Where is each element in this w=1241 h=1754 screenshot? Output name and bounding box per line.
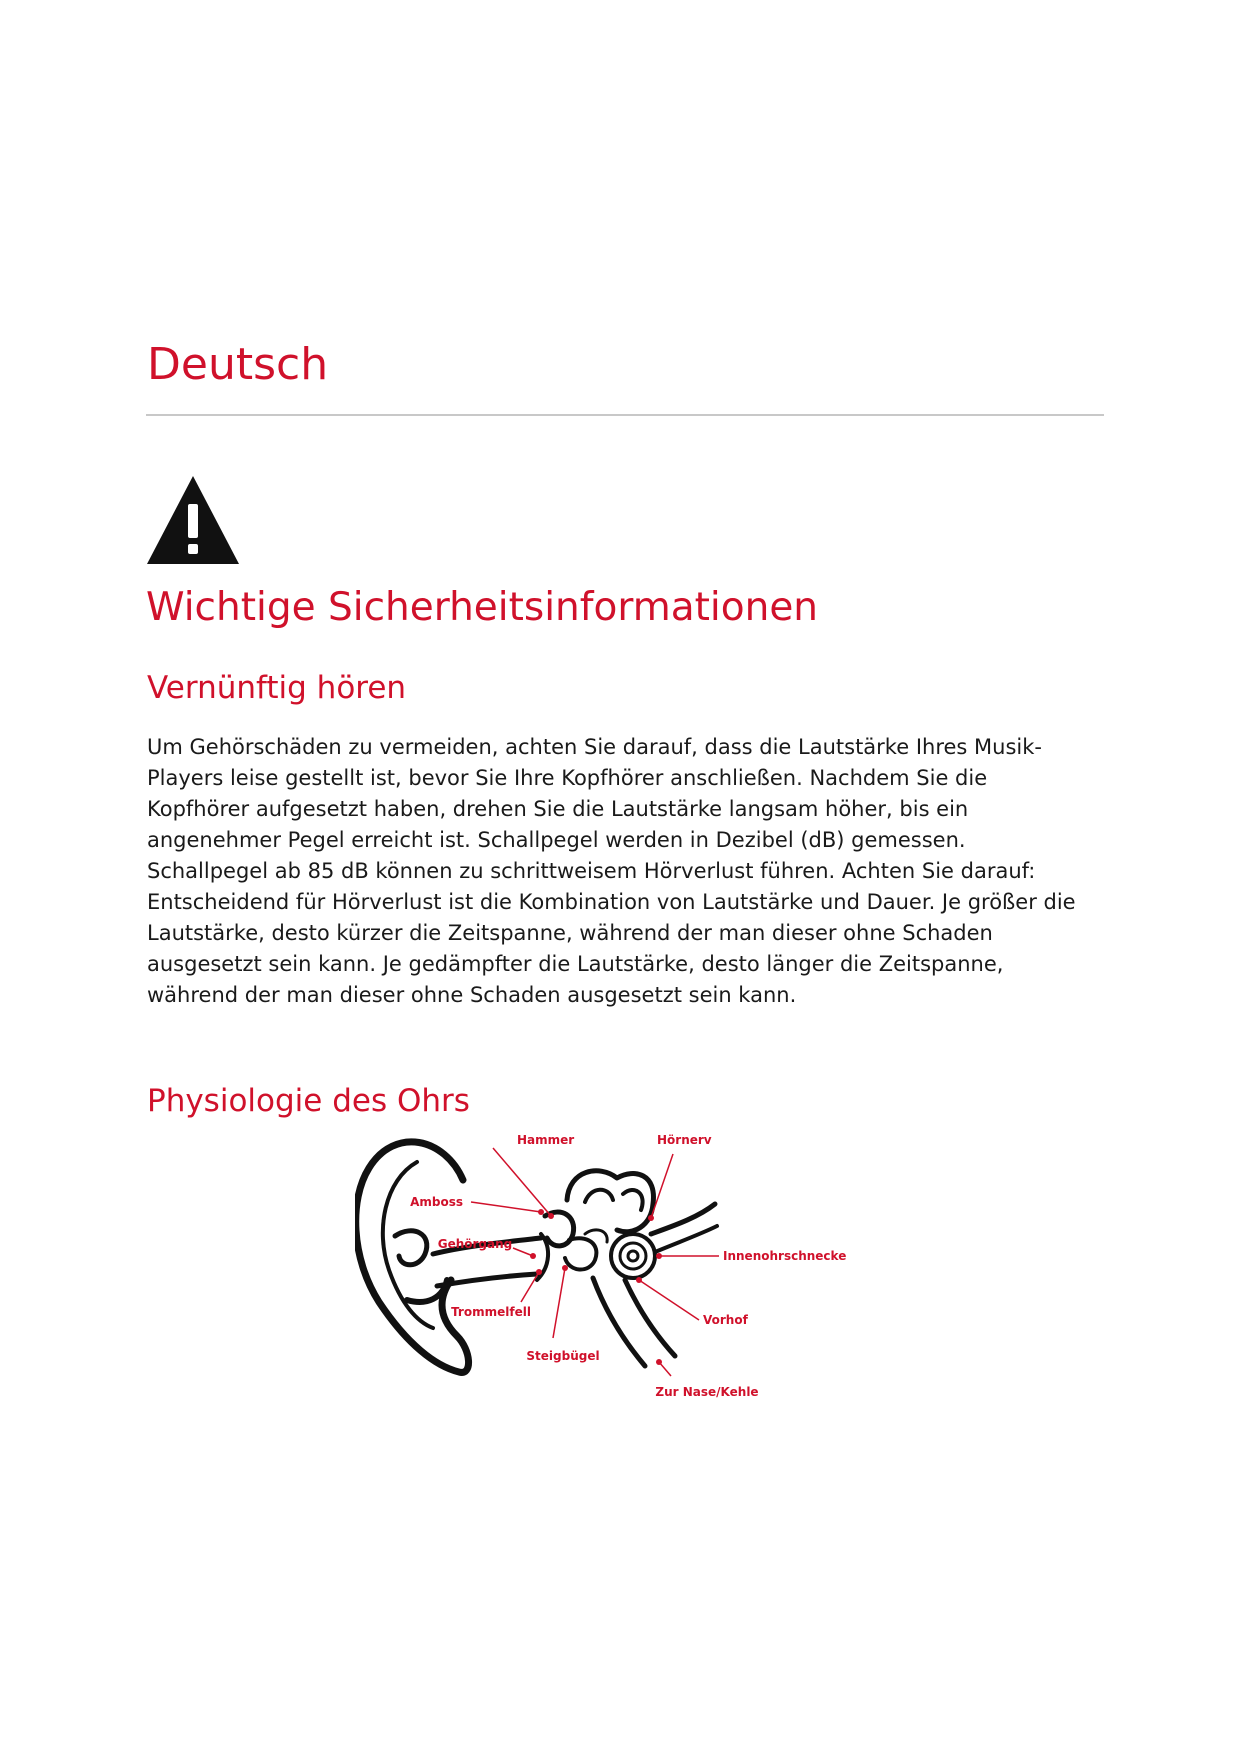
label-steigbuegel: Steigbügel bbox=[526, 1349, 600, 1363]
label-gehoergang: Gehörgang bbox=[437, 1237, 513, 1251]
hearing-paragraph: Um Gehörschäden zu vermeiden, achten Sie darauf, dass die Lautstärke Ihres Musik-Players leise gestellt ist, bevor Sie Ihre Kopfhörer anschließen. Nachdem Sie die Kopfhörer aufgesetzt haben, drehen Sie die Lautstärke langsam höher, bis ein angenehmer Pegel erreicht ist. Schallpegel werden in Dezibel (dB) gemessen. Schallpegel ab 85 dB können zu schrittweisem Hörverlust führen. Achten Sie darauf: Entscheidend für Hörverlust ist die Kombination von Lautstärke und Dauer. Je größer die Lautstärke, desto kürzer die Zeitspanne, während der man dieser ohne Schaden ausgesetzt sein kann. Je gedämpfter die Lautstärke, desto länger die Zeitspanne, während der man dieser ohne Schaden ausgesetzt sein kann. bbox=[147, 735, 1076, 1007]
physiology-heading: Physiologie des Ohrs bbox=[147, 1083, 470, 1119]
ear-diagram bbox=[355, 1130, 895, 1430]
warning-triangle-icon bbox=[146, 474, 240, 566]
label-amboss: Amboss bbox=[410, 1195, 463, 1209]
label-vorhof: Vorhof bbox=[703, 1313, 748, 1327]
safety-heading: Wichtige Sicherheitsinformationen bbox=[146, 585, 819, 630]
language-title: Deutsch bbox=[147, 339, 329, 390]
label-trommelfell: Trommelfell bbox=[451, 1305, 531, 1319]
hearing-heading: Vernünftig hören bbox=[147, 670, 407, 706]
label-hoernerv: Hörnerv bbox=[657, 1133, 712, 1147]
title-divider bbox=[146, 414, 1104, 416]
label-hammer: Hammer bbox=[517, 1133, 575, 1147]
label-innenohrschnecke: Innenohrschnecke bbox=[723, 1249, 847, 1263]
label-zur-nase-kehle: Zur Nase/Kehle bbox=[655, 1385, 759, 1399]
